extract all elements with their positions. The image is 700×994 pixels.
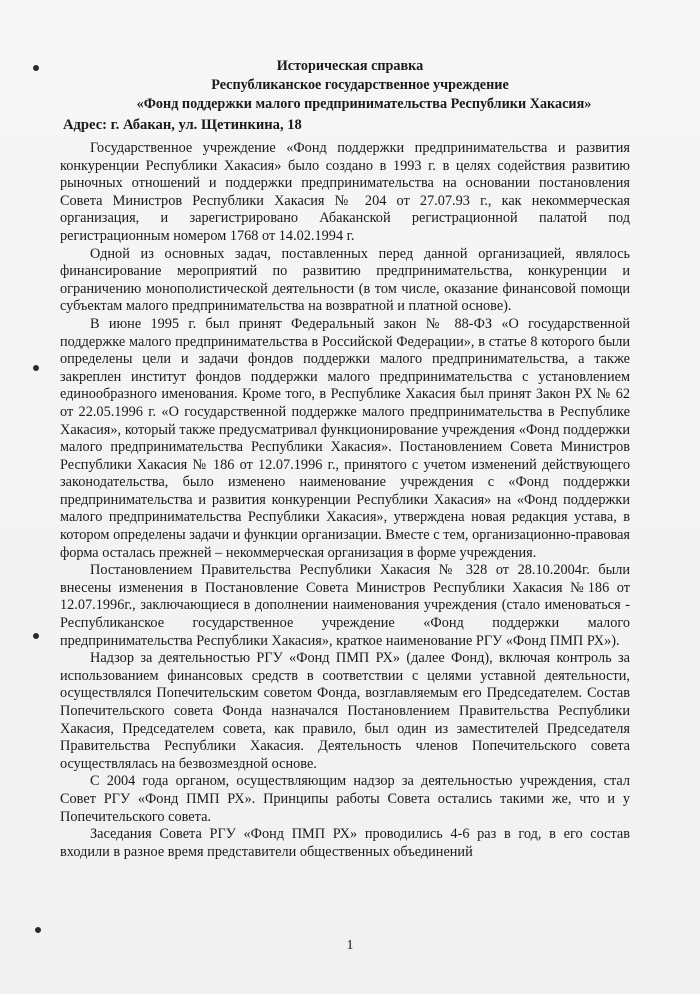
document-body [60,140,630,861]
paragraph: Постановлением Правительства Республики Хакасия № 328 от 28.10.2004г. были внесены изменения в Постановление Совета Министров Республики Хакасия №186 от 12.07.1996г., заключающиеся в дополнении наименования учреждения (стало именоваться - Республиканское государственное учреждение «Фонд поддержки малого предпринимательства Республики Хакасия», краткое наименование РГУ «Фонд ПМП РХ»). [60,562,630,649]
paragraph: В июне 1995 г. был принят Федеральный закон № 88-ФЗ «О государственной поддержке малого предпринимательства в Российской Федерации», в статье 8 которого были определены цели и задачи фондов поддержки малого предпринимательства, а также закреплен институт фондов поддержки малого предпринимательства с установлением единообразного именования. Кроме того, в Республике Хакасия был принят Закон РХ № 62 от 22.05.1996 г. «О государственной поддержке малого предпринимательства в Республике Хакасия», который также предусматривал функционирование учреждения «Фонд поддержки малого предпринимательства Республики Хакасия». Постановлением Совета Министров Республики Хакасия № 186 от 12.07.1996 г., принятого с учетом изменений действующего законодательства, было изменено наименование учреждения с «Фонд поддержки предпринимательства и развития конкуренции Республики Хакасия» на «Фонд поддержки малого предпринимательства Республики Хакасия», утверждена новая редакция устава, в котором определены задачи и функции организации. Вместе с тем, организационно-правовая форма осталась прежней – некоммерческая организация в форме учреждения. [60,315,630,561]
document-title: Историческая справка [276,58,424,74]
page-number [0,938,700,954]
document-header [0,57,700,114]
paragraph: Государственное учреждение «Фонд поддержки предпринимательства и развития конкуренции Республики Хакасия» было создано в 1993 г. в целях содействия развитию рыночных отношений и поддержки предпринимательства на основании постановления Совета Министров Республики Хакасия № 204 от 27.07.93 г., как некоммерческая организация, и зарегистрировано Абаканской регистрационной палатой под регистрационным номером 1768 от 14.02.1994 г. [60,140,630,244]
paragraph: Одной из основных задач, поставленных перед данной организацией, являлось финансирование мероприятий по развитию предпринимательства, конкуренции и ограничению монополистической деятельности (в том числе, оказание финансовой помощи субъектам малого предпринимательства на возвратной и платной основе). [60,245,630,315]
binder-hole-mark [33,633,39,639]
address-line: Адрес: г. Абакан, ул. Щетинкина, 18 [63,117,302,133]
organization-type: Республиканское государственное учреждение [211,77,509,93]
organization-name: «Фонд поддержки малого предпринимательства Республики Хакасия» [136,96,592,112]
paragraph: Заседания Совета РГУ «Фонд ПМП РХ» проводились 4-6 раз в год, в его состав входили в разное время представители общественных объединений [60,826,630,860]
paragraph: Надзор за деятельностью РГУ «Фонд ПМП РХ» (далее Фонд), включая контроль за использованием финансовых средств в соответствии с целями уставной деятельности, осуществлялся Попечительским советом Фонда, возглавляемым его Председателем. Состав Попечительского совета Фонда назначался Постановлением Правительства Республики Хакасия, Председателем совета, как правило, был один из заместителей Председателя Правительства Республики Хакасия. Деятельность членов Попечительского совета осуществлялась на безвозмездной основе. [60,650,630,772]
binder-hole-mark [35,927,41,933]
paragraph: С 2004 года органом, осуществляющим надзор за деятельностью учреждения, стал Совет РГУ «Фонд ПМП РХ». Принципы работы Совета остались такими же, что и у Попечительского совета. [60,773,630,825]
page-number-text: 1 [346,938,354,953]
binder-hole-mark [33,365,39,371]
